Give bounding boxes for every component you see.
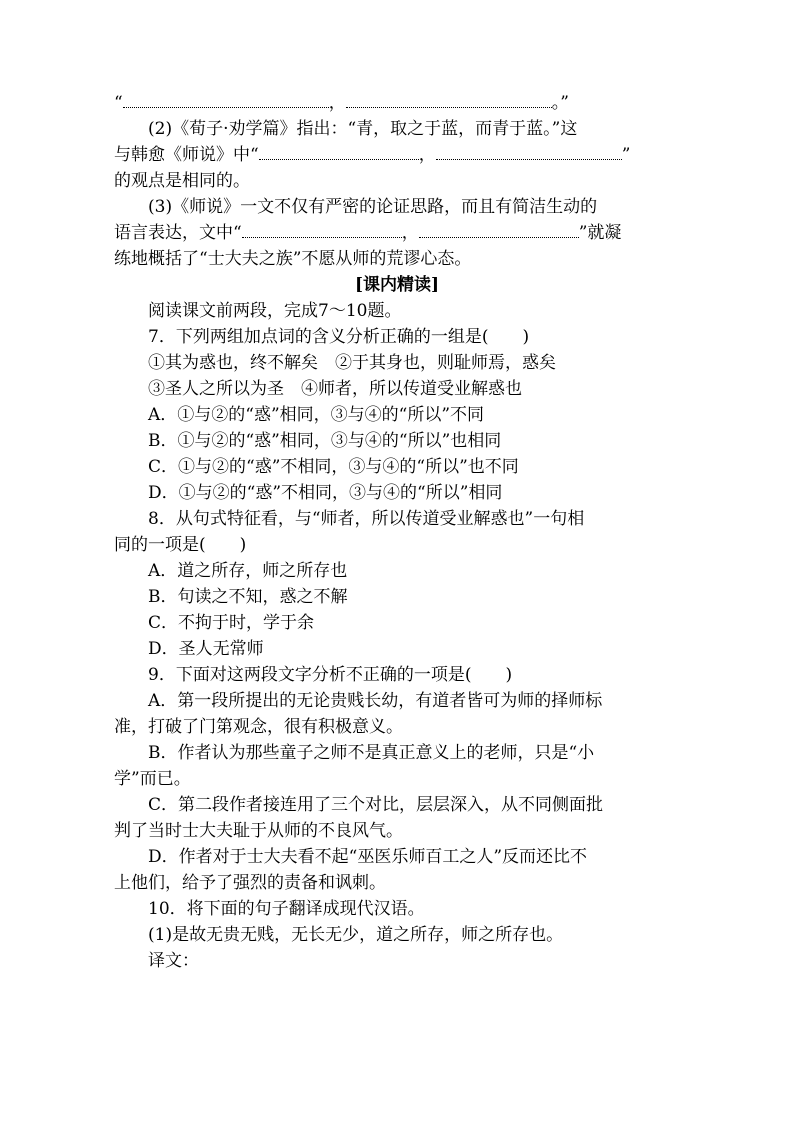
fill-blank-3-line3: 练地概括了“士大夫之族”不愿从师的荒谬心态。 — [114, 249, 472, 269]
close-quote: 。” — [551, 93, 569, 113]
question-7-option-b[interactable]: B．①与②的“惑”相同，③与④的“所以”也相同 — [148, 431, 502, 451]
fill-blank-3-line2 — [114, 220, 680, 246]
question-9-stem: 9．下面对这两段文字分析不正确的一项是( ) — [148, 665, 513, 685]
fill-blank-2-line2 — [114, 142, 680, 168]
fill-blank-2-line1: (2)《荀子·劝学篇》指出：“青，取之于蓝，而青于蓝。”这 — [148, 119, 578, 139]
question-8-option-a[interactable]: A．道之所存，师之所存也 — [148, 561, 348, 581]
question-9-option-d-line2[interactable]: 上他们，给予了强烈的责备和讽刺。 — [114, 873, 386, 893]
question-9-option-c-line2[interactable]: 判了当时士大夫耻于从师的不良风气。 — [114, 821, 403, 841]
answer-blank[interactable] — [436, 143, 622, 160]
question-7-row2: ③圣人之所以为圣 ④师者，所以传道受业解惑也 — [148, 379, 522, 399]
question-7-option-a[interactable]: A．①与②的“惑”相同，③与④的“所以”不同 — [148, 405, 485, 425]
question-8-option-c[interactable]: C．不拘于时，学于余 — [148, 613, 315, 633]
question-7-row1: ①其为惑也，终不解矣 ②于其身也，则耻师焉，惑矣 — [148, 353, 556, 373]
worksheet-page — [114, 90, 680, 974]
question-7-stem: 7．下列两组加点词的含义分析正确的一组是( ) — [148, 327, 530, 347]
comma: ， — [328, 93, 346, 113]
translation-answer-label[interactable]: 译文： — [148, 951, 199, 971]
answer-blank[interactable] — [242, 221, 402, 238]
question-8-option-b[interactable]: B．句读之不知，惑之不解 — [148, 587, 348, 607]
question-9-option-a-line1[interactable]: A．第一段所提出的无论贵贱长幼，有道者皆可为师的择师标 — [148, 691, 603, 711]
section-title: [课内精读] — [354, 275, 440, 295]
question-9-option-a-line2[interactable]: 准，打破了门第观念，很有积极意义。 — [114, 717, 403, 737]
fill-blank-2-line3: 的观点是相同的。 — [114, 171, 250, 191]
question-9-option-b-line2[interactable]: 学”而已。 — [114, 769, 191, 789]
question-8-option-d[interactable]: D．圣人无常师 — [148, 639, 264, 659]
fill-blank-1 — [114, 90, 680, 116]
question-8-stem-line2: 同的一项是( ) — [114, 535, 247, 555]
text: 与韩愈《师说》中“ — [114, 145, 259, 165]
answer-blank[interactable] — [346, 91, 552, 108]
answer-blank[interactable] — [419, 221, 579, 238]
question-10-stem: 10．将下面的句子翻译成现代汉语。 — [148, 899, 425, 919]
open-quote: “ — [114, 93, 123, 113]
question-7-option-d[interactable]: D．①与②的“惑”不相同，③与④的“所以”相同 — [148, 483, 503, 503]
question-9-option-d-line1[interactable]: D．作者对于士大夫看不起“巫医乐师百工之人”反而还比不 — [148, 847, 588, 867]
question-9-option-c-line1[interactable]: C．第二段作者接连用了三个对比，层层深入，从不同侧面批 — [148, 795, 604, 815]
answer-blank[interactable] — [259, 143, 419, 160]
close-quote: ” — [621, 145, 631, 165]
question-7-option-c[interactable]: C．①与②的“惑”不相同，③与④的“所以”也不同 — [148, 457, 519, 477]
section-intro: 阅读课文前两段，完成7～10题。 — [148, 301, 402, 321]
question-9-option-b-line1[interactable]: B．作者认为那些童子之师不是真正意义上的老师，只是“小 — [148, 743, 595, 763]
text: ”就凝 — [578, 223, 622, 243]
question-8-stem-line1: 8．从句式特征看，与“师者，所以传道受业解惑也”一句相 — [148, 509, 585, 529]
comma: ， — [401, 223, 419, 243]
comma: ， — [418, 145, 436, 165]
fill-blank-3-line1: (3)《师说》一文不仅有严密的论证思路，而且有简洁生动的 — [148, 197, 598, 217]
text: 语言表达，文中“ — [114, 223, 242, 243]
question-10-sub1: (1)是故无贵无贱，无长无少，道之所存，师之所存也。 — [148, 925, 564, 945]
answer-blank[interactable] — [123, 91, 329, 108]
